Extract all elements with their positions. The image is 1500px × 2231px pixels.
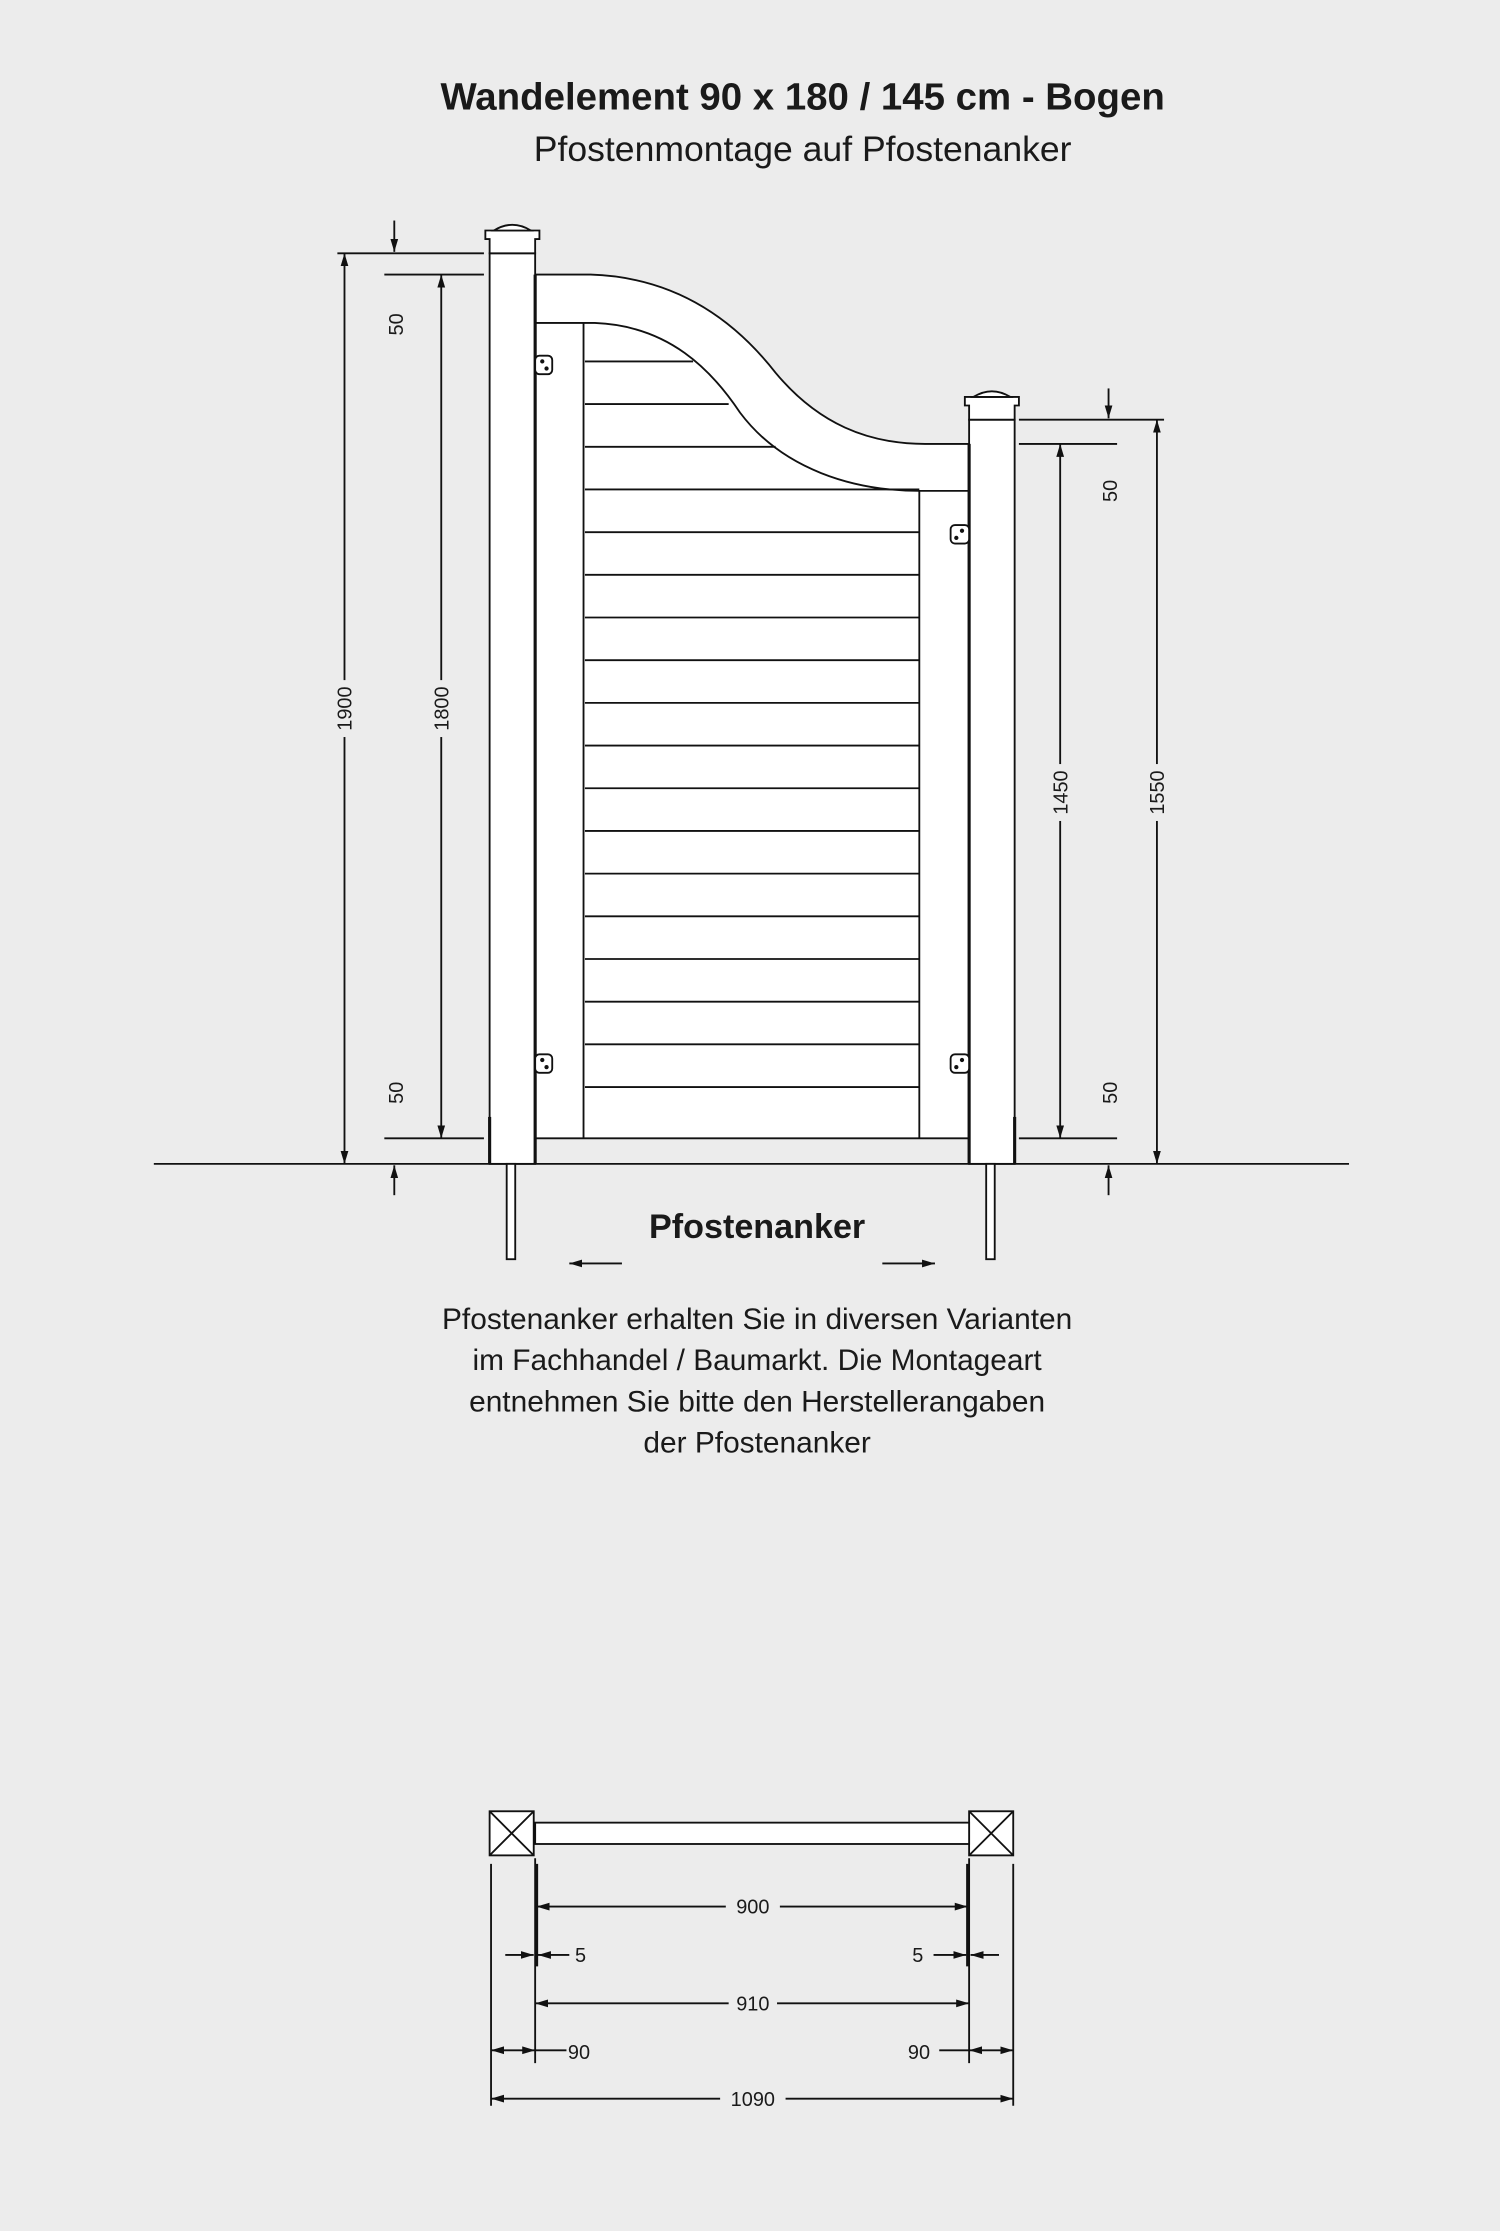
dim-90-left: 90: [567, 2041, 591, 2064]
dim-1800: 1800: [431, 686, 454, 731]
right-dimensions: [1019, 388, 1169, 1195]
subtitle: Pfostenmontage auf Pfostenanker: [533, 128, 1072, 169]
note-line: Pfostenanker erhalten Sie in diversen Varianten: [442, 1302, 1073, 1336]
dim-50-bottom-right: 50: [1100, 1081, 1123, 1104]
dim-90-right: 90: [907, 2041, 931, 2064]
dim-50-top-left: 50: [385, 313, 408, 336]
note-line: der Pfostenanker: [643, 1426, 871, 1460]
hinge-icon: [951, 525, 969, 543]
note-line: im Fachhandel / Baumarkt. Die Montageart: [472, 1344, 1042, 1378]
dim-1900: 1900: [334, 686, 357, 731]
plan-view: [490, 1811, 1014, 2111]
left-post: [485, 225, 539, 1259]
dim-900: 900: [736, 1896, 770, 1919]
left-dimensions: [333, 221, 484, 1196]
dim-50-top-right: 50: [1100, 479, 1123, 502]
hinge-icon: [535, 1054, 552, 1072]
hinge-icon: [951, 1054, 969, 1072]
title: Wandelement 90 x 180 / 145 cm - Bogen: [440, 75, 1165, 119]
dim-1450: 1450: [1050, 770, 1073, 815]
dim-5-right: 5: [912, 1945, 924, 1968]
dim-1090: 1090: [730, 2088, 775, 2111]
dim-910: 910: [736, 1993, 770, 2016]
dim-1550: 1550: [1147, 770, 1170, 815]
anchor-label: Pfostenanker: [649, 1207, 866, 1246]
dim-5-left: 5: [574, 1945, 587, 1968]
note-line: entnehmen Sie bitte den Herstellerangaben: [469, 1385, 1046, 1419]
right-post: [965, 391, 1019, 1259]
dim-50-bottom-left: 50: [385, 1081, 408, 1104]
note-text: [442, 1303, 1072, 1460]
gate-panel: [535, 275, 969, 1139]
hinge-icon: [535, 356, 552, 374]
